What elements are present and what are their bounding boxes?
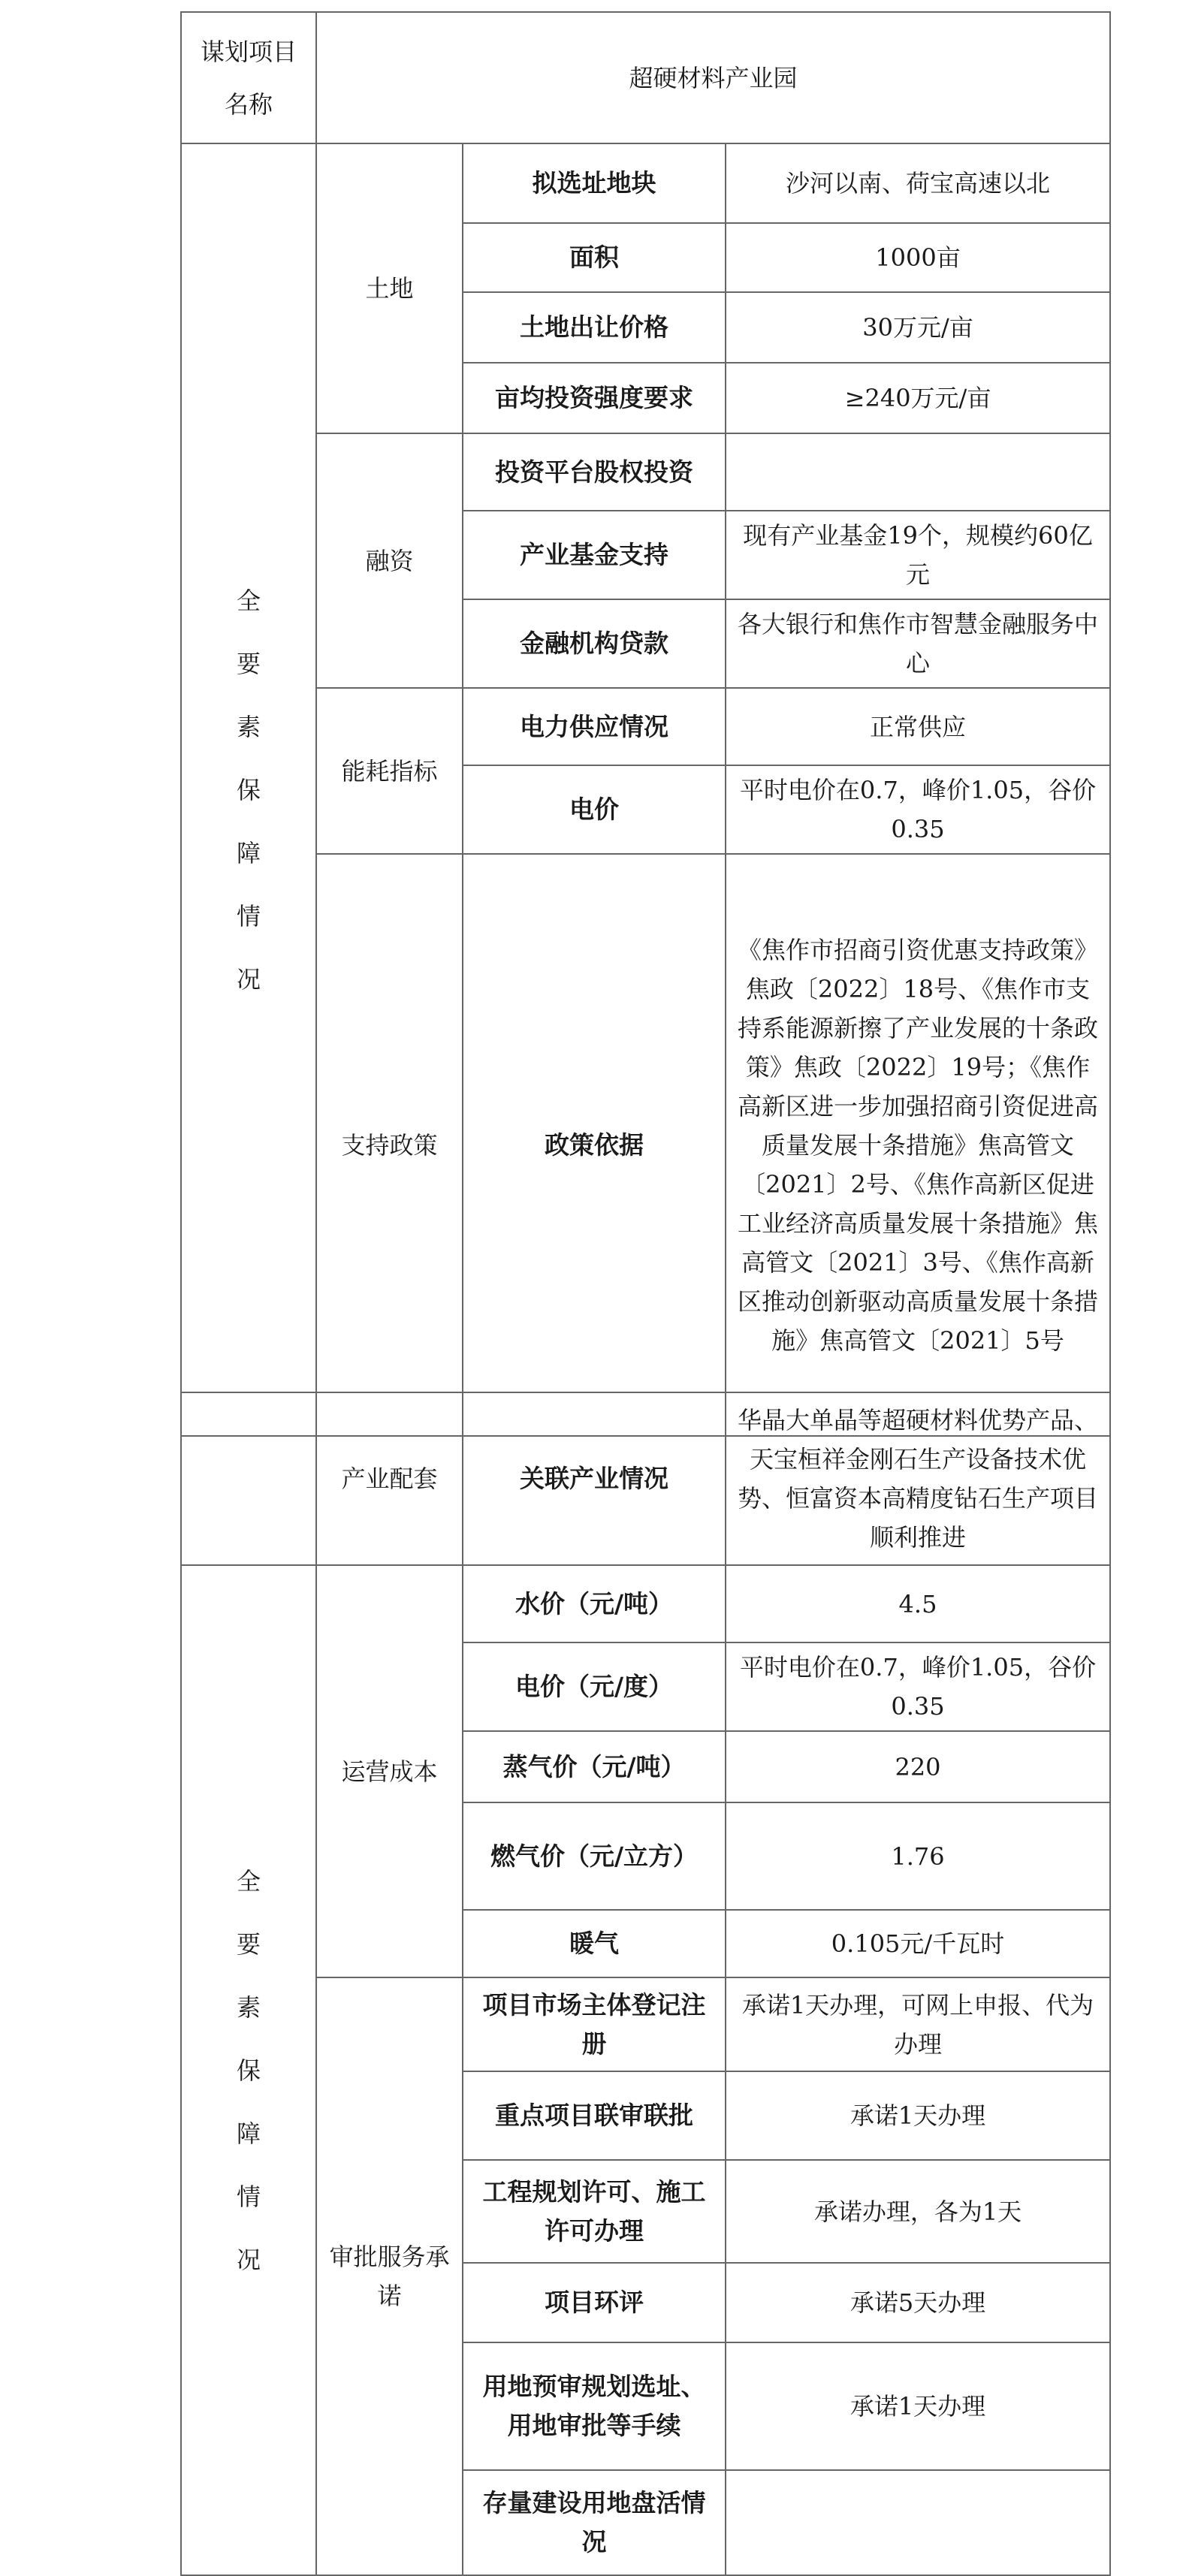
value-equity-investment — [726, 433, 1110, 511]
value-eia: 承诺5天办理 — [726, 2263, 1110, 2342]
item-policy-basis: 政策依据 — [463, 854, 726, 1436]
item-water-price: 水价（元/吨） — [463, 1565, 726, 1642]
item-land-site: 拟选址地块 — [463, 143, 726, 223]
value-power-supply: 正常供应 — [726, 688, 1110, 765]
group-industry: 产业配套 — [316, 1392, 463, 1565]
value-power-price: 平时电价在0.7，峰价1.05，谷价0.35 — [726, 1642, 1110, 1731]
item-land-area: 面积 — [463, 223, 726, 292]
value-water-price: 4.5 — [726, 1565, 1110, 1642]
value-land-pre-review: 承诺1天办理 — [726, 2342, 1110, 2470]
group-land: 土地 — [316, 143, 463, 433]
item-bank-loan: 金融机构贷款 — [463, 599, 726, 688]
value-bank-loan: 各大银行和焦作市智慧金融服务中心 — [726, 599, 1110, 688]
item-land-price: 土地出让价格 — [463, 292, 726, 363]
item-industry-fund: 产业基金支持 — [463, 511, 726, 599]
item-land-intensity: 亩均投资强度要求 — [463, 363, 726, 433]
side-label-2 — [181, 1565, 316, 2575]
value-land-intensity: ≥240万元/亩 — [726, 363, 1110, 433]
item-gas-price: 燃气价（元/立方） — [463, 1802, 726, 1910]
item-joint-review: 重点项目联审联批 — [463, 2071, 726, 2160]
project-table-2 — [180, 1392, 1111, 2576]
group-operating-cost: 运营成本 — [316, 1565, 463, 1977]
value-gas-price: 1.76 — [726, 1802, 1110, 1910]
value-industry-fund: 现有产业基金19个，规模约60亿元 — [726, 511, 1110, 599]
item-planning-permit: 工程规划许可、施工许可办理 — [463, 2160, 726, 2263]
item-eia: 项目环评 — [463, 2263, 726, 2342]
value-policy-basis: 《焦作市招商引资优惠支持政策》焦政〔2022〕18号、《焦作市支持系能源新擦了产业发展的十条政策》焦政〔2022〕19号；《焦作高新区进一步加强招商引资促进高质量发展十条措施》焦高管文〔2021〕2号、《焦作高新区促进工业经济高质量发展十条措施》焦高管文〔2021〕3号、《焦作高新区推动创新驱动高质量发展十条措施》焦高管文〔2021〕5号 — [726, 854, 1110, 1436]
item-registration: 项目市场主体登记注册 — [463, 1977, 726, 2071]
header-label: 谋划项目名称 — [181, 12, 316, 143]
value-planning-permit: 承诺办理，各为1天 — [726, 2160, 1110, 2263]
project-name: 超硬材料产业园 — [316, 12, 1110, 143]
value-land-revitalization — [726, 2470, 1110, 2575]
value-registration: 承诺1天办理，可网上申报、代为办理 — [726, 1977, 1110, 2071]
side-label — [181, 143, 316, 1436]
item-steam-price: 蒸气价（元/吨） — [463, 1731, 726, 1802]
item-heating: 暖气 — [463, 1910, 726, 1977]
group-finance: 融资 — [316, 433, 463, 688]
value-land-area: 1000亩 — [726, 223, 1110, 292]
item-related-industry: 关联产业情况 — [463, 1392, 726, 1565]
project-table-1 — [180, 11, 1111, 1437]
value-electricity-price: 平时电价在0.7，峰价1.05，谷价0.35 — [726, 765, 1110, 854]
value-related-industry: 华晶大单晶等超硬材料优势产品、天宝桓祥金刚石生产设备技术优势、恒富资本高精度钻石生产项目顺利推进 — [726, 1392, 1110, 1565]
value-heating: 0.105元/千瓦时 — [726, 1910, 1110, 1977]
group-energy: 能耗指标 — [316, 688, 463, 854]
group-approval: 审批服务承诺 — [316, 1977, 463, 2575]
blank-cell — [181, 1392, 316, 1565]
item-land-revitalization: 存量建设用地盘活情况 — [463, 2470, 726, 2575]
group-policy: 支持政策 — [316, 854, 463, 1436]
item-power-supply: 电力供应情况 — [463, 688, 726, 765]
value-steam-price: 220 — [726, 1731, 1110, 1802]
item-land-pre-review: 用地预审规划选址、用地审批等手续 — [463, 2342, 726, 2470]
value-land-site: 沙河以南、荷宝高速以北 — [726, 143, 1110, 223]
item-equity-investment: 投资平台股权投资 — [463, 433, 726, 511]
item-electricity-price: 电价 — [463, 765, 726, 854]
side-label-text: 全 要 素 保 障 情 况 — [236, 586, 261, 994]
value-land-price: 30万元/亩 — [726, 292, 1110, 363]
value-joint-review: 承诺1天办理 — [726, 2071, 1110, 2160]
item-power-price: 电价（元/度） — [463, 1642, 726, 1731]
side-label-2-text: 全 要 素 保 障 情 况 — [236, 1866, 261, 2274]
